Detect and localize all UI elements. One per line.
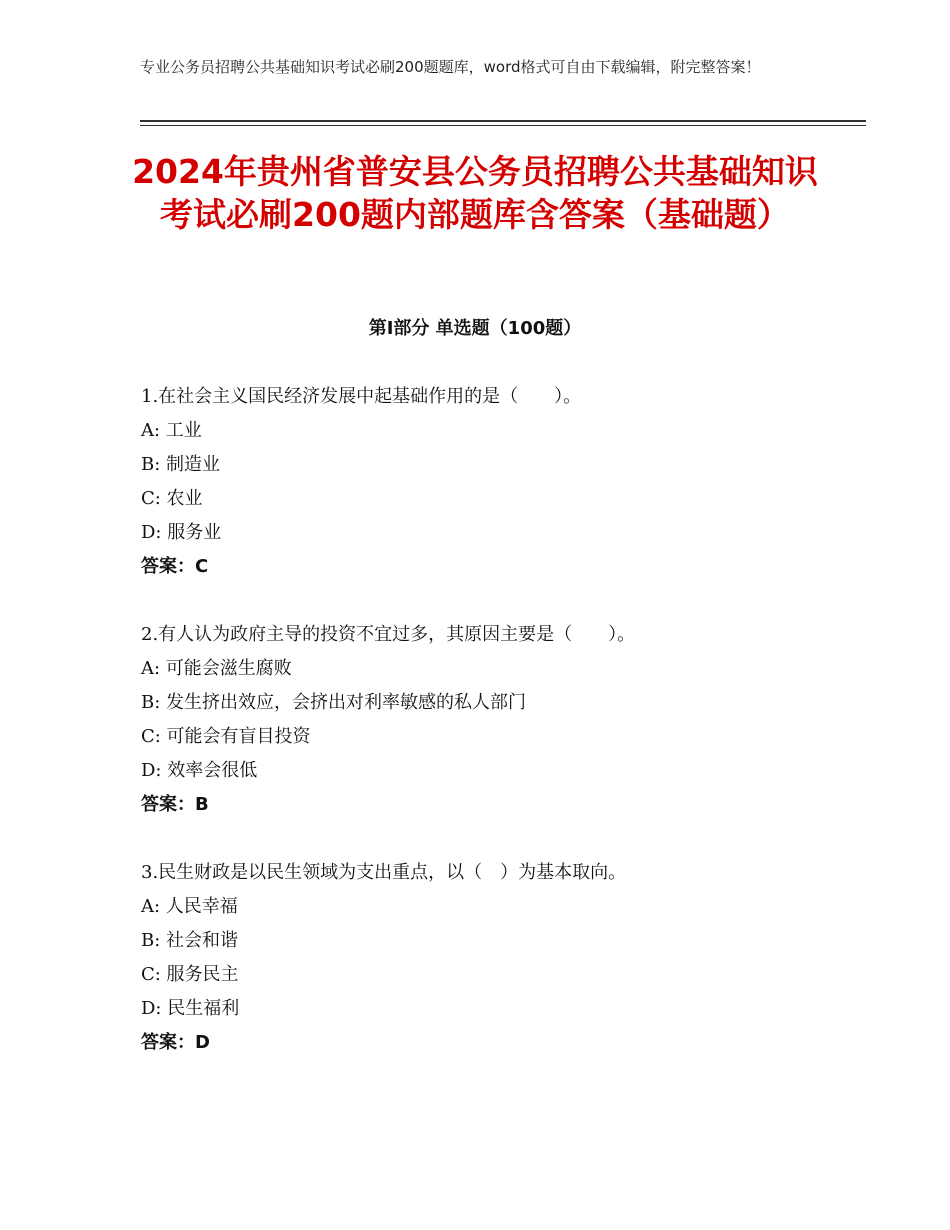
option-c: C: 农业 [141,488,203,509]
option-c: C: 服务民主 [141,964,239,985]
header-divider-thin [140,125,866,126]
answer: 答案：B [141,794,209,815]
question-stem: 1.在社会主义国民经济发展中起基础作用的是（ ）。 [141,386,582,407]
option-d: D: 效率会很低 [141,760,258,781]
option-c: C: 可能会有盲目投资 [141,726,311,747]
answer: 答案：D [141,1032,210,1053]
question-item [141,384,861,588]
option-a: A: 工业 [141,420,202,441]
option-d: D: 服务业 [141,522,222,543]
header-divider-thick [140,120,866,122]
option-d: D: 民生福利 [141,998,240,1019]
option-b: B: 制造业 [141,454,221,475]
question-item [141,622,861,826]
section-title: 第Ⅰ部分 单选题（100题） [368,318,582,339]
header-note: 专业公务员招聘公共基础知识考试必刷200题题库，word格式可自由下载编辑，附完整答案！ [140,58,761,76]
option-b: B: 发生挤出效应，会挤出对利率敏感的私人部门 [141,692,527,713]
answer: 答案：C [141,556,209,577]
option-a: A: 人民幸福 [141,896,238,917]
question-stem: 3.民生财政是以民生领域为支出重点，以（ ）为基本取向。 [141,862,627,883]
option-b: B: 社会和谐 [141,930,239,951]
question-item [141,860,861,1064]
option-a: A: 可能会滋生腐败 [141,658,292,679]
question-stem: 2.有人认为政府主导的投资不宜过多，其原因主要是（ ）。 [141,624,636,645]
document-title: 2024年贵州省普安县公务员招聘公共基础知识考试必刷200题内部题库含答案（基础题） [132,152,818,234]
